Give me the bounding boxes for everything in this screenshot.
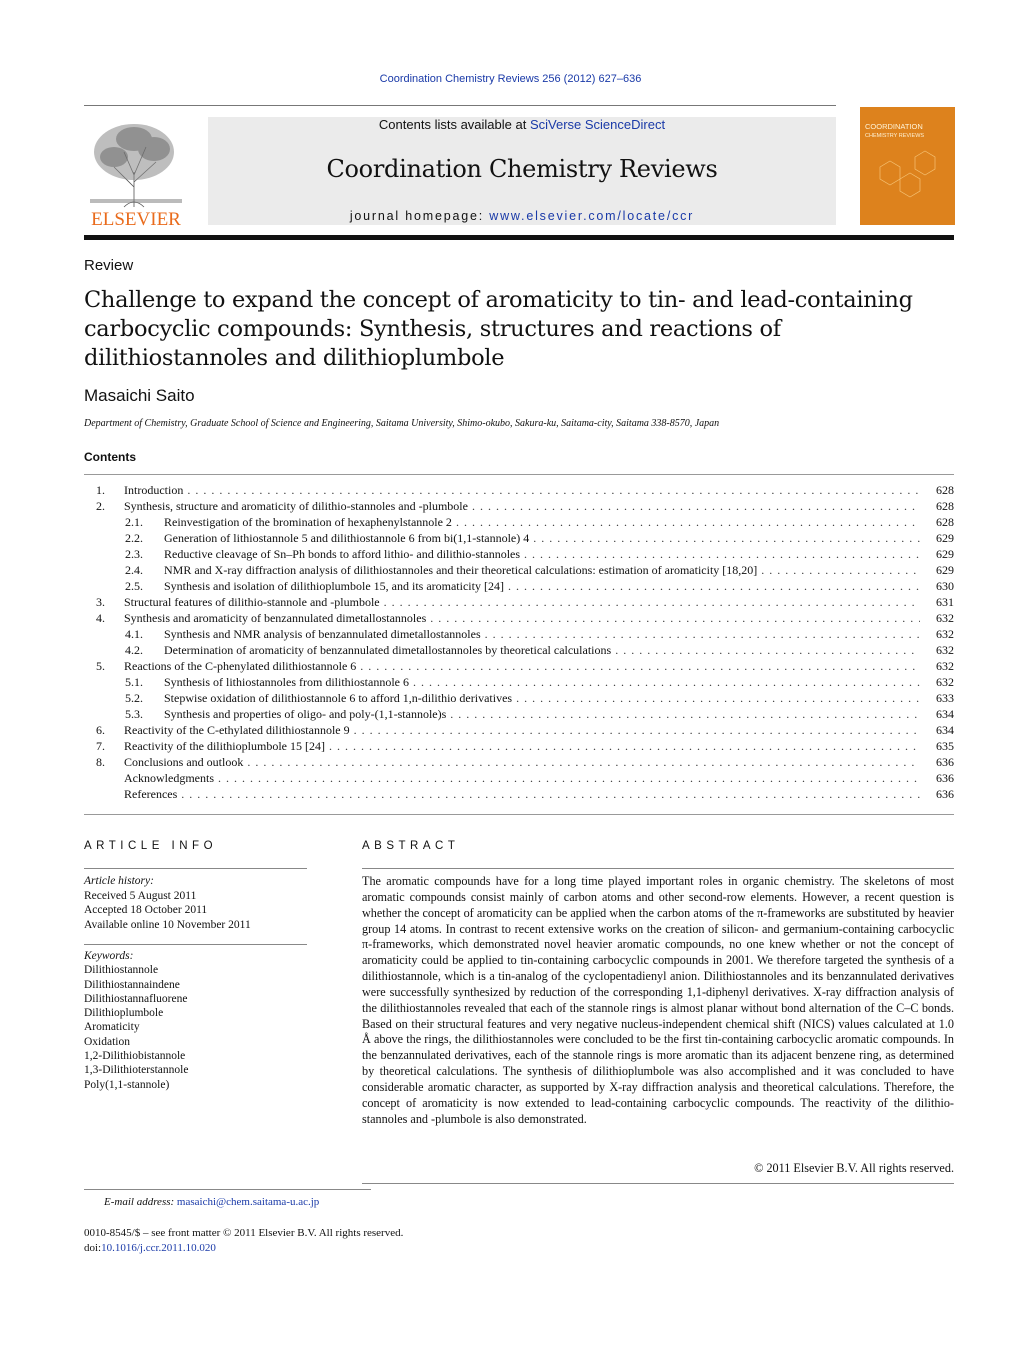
toc-leader-dots: [485, 626, 920, 642]
doi-line: doi:10.1016/j.ccr.2011.10.020: [84, 1242, 216, 1254]
toc-label: Acknowledgments: [124, 771, 214, 785]
toc-page-number: 629: [936, 563, 954, 577]
toc-leader-dots: [761, 562, 920, 578]
contents-heading: Contents: [84, 450, 136, 464]
toc-number: 2.1.: [125, 515, 143, 529]
toc-page-number: 632: [936, 627, 954, 641]
toc-entry[interactable]: [84, 546, 954, 562]
abstract-copyright: © 2011 Elsevier B.V. All rights reserved.: [754, 1161, 954, 1175]
toc-leader-dots: [218, 770, 920, 786]
toc-leader-dots: [413, 674, 920, 690]
author-name[interactable]: Masaichi Saito: [84, 386, 195, 405]
toc-entry[interactable]: [84, 594, 954, 610]
journal-homepage: journal homepage: www.elsevier.com/locate/ccr: [349, 209, 695, 223]
received-date: Received 5 August 2011: [84, 889, 197, 902]
cover-title-line2: CHEMISTRY REVIEWS: [865, 133, 925, 139]
toc-entry[interactable]: [84, 610, 954, 626]
toc-page-number: 628: [936, 515, 954, 529]
toc-number: 2.3.: [125, 547, 143, 561]
header-rule: [84, 105, 836, 106]
toc-label: Conclusions and outlook: [124, 755, 244, 769]
toc-label: Synthesis, structure and aromaticity of dilithio-stannoles and -plumbole: [124, 499, 468, 513]
toc-label: Reductive cleavage of Sn–Ph bonds to afford lithio- and dilithio-stannoles: [164, 547, 521, 561]
toc-entry[interactable]: [84, 514, 954, 530]
toc-page-number: 628: [936, 499, 954, 513]
toc-page-number: 636: [936, 787, 954, 801]
article-history: [84, 874, 251, 932]
toc-page-number: 629: [936, 531, 954, 545]
toc-entry[interactable]: [84, 642, 954, 658]
toc-entry[interactable]: [84, 562, 954, 578]
toc-label: Reactions of the C-phenylated dilithiostannole 6: [124, 659, 357, 673]
toc-leader-dots: [516, 690, 920, 706]
toc-page-number: 632: [936, 643, 954, 657]
toc-page-number: 635: [936, 739, 954, 753]
toc-leader-dots: [329, 738, 920, 754]
issn-doi-block: [84, 1226, 403, 1256]
toc-entry[interactable]: [84, 482, 954, 498]
toc-leader-dots: [450, 706, 920, 722]
issn-line: 0010-8545/$ – see front matter © 2011 Elsevier B.V. All rights reserved.: [84, 1227, 404, 1239]
elsevier-logo: [84, 117, 188, 229]
toc-label: Reinvestigation of the bromination of hexaphenylstannole 2: [164, 515, 452, 529]
toc-entry[interactable]: [84, 706, 954, 722]
keywords-rule: [84, 944, 307, 945]
homepage-link[interactable]: www.elsevier.com/locate/ccr: [489, 209, 695, 223]
toc-number: 4.1.: [125, 627, 143, 641]
toc-leader-dots: [187, 482, 920, 498]
toc-entry[interactable]: [84, 754, 954, 770]
table-of-contents: [84, 482, 954, 802]
toc-number: 1.: [96, 483, 105, 497]
toc-leader-dots: [508, 578, 920, 594]
toc-label: Synthesis and isolation of dilithioplumbole 15, and its aromaticity [24]: [164, 579, 504, 593]
toc-page-number: 628: [936, 483, 954, 497]
keyword-item: Dilithiostannafluorene: [84, 992, 188, 1005]
toc-leader-dots: [430, 610, 920, 626]
toc-label: Introduction: [124, 483, 184, 497]
sciencedirect-link[interactable]: SciVerse ScienceDirect: [529, 117, 666, 132]
toc-page-number: 630: [936, 579, 954, 593]
keyword-item: 1,2-Dilithiobistannole: [84, 1050, 186, 1063]
keywords-label: Keywords:: [84, 950, 134, 962]
toc-page-number: 631: [936, 595, 954, 609]
toc-number: 4.: [96, 611, 105, 625]
toc-label: Reactivity of the dilithioplumbole 15 [24]: [124, 739, 325, 753]
toc-label: Synthesis and aromaticity of benzannulated dimetallostannoles: [124, 611, 427, 625]
history-label: Article history:: [84, 875, 154, 887]
toc-leader-dots: [533, 530, 920, 546]
toc-label: References: [124, 787, 178, 801]
toc-entry[interactable]: [84, 626, 954, 642]
toc-page-number: 632: [936, 659, 954, 673]
toc-label: Reactivity of the C-ethylated dilithiostannole 9: [124, 723, 350, 737]
article-info-rule: [84, 868, 307, 869]
contents-bottom-rule: [84, 814, 954, 815]
toc-page-number: 632: [936, 611, 954, 625]
article-title: Challenge to expand the concept of aromaticity to tin- and lead-containing carbocyclic compounds: Synthesis, structures and reactions of dilithiostannoles and dilithioplumbole: [84, 287, 913, 371]
keyword-item: Dilithiostannole: [84, 964, 159, 977]
toc-leader-dots: [354, 722, 920, 738]
keywords-block: [84, 949, 188, 1092]
article-info-heading: ARTICLE INFO: [84, 840, 218, 852]
abstract-heading: ABSTRACT: [362, 840, 460, 852]
toc-label: Generation of lithiostannole 5 and dilithiostannole 6 from bi(1,1-stannole) 4: [164, 531, 530, 545]
header-thick-rule: [84, 235, 954, 240]
toc-page-number: 632: [936, 675, 954, 689]
email-footnote: [104, 1196, 319, 1208]
abstract-rule: [362, 868, 954, 869]
toc-number: 2.: [96, 499, 105, 513]
toc-number: 4.2.: [125, 643, 143, 657]
author-affiliation: Department of Chemistry, Graduate School of Science and Engineering, Saitama University, Shimo-okubo, Sakura-ku, Saitama-city, Saitama 338-8570, Japan: [84, 418, 720, 429]
journal-cover-image: [860, 107, 955, 225]
toc-entry[interactable]: [84, 498, 954, 514]
toc-entry[interactable]: [84, 770, 954, 786]
toc-number: 2.4.: [125, 563, 143, 577]
keyword-item: Aromaticity: [84, 1021, 140, 1034]
toc-page-number: 629: [936, 547, 954, 561]
footnote-rule: [84, 1189, 371, 1190]
toc-leader-dots: [181, 786, 920, 802]
contents-rule: [84, 474, 954, 475]
keyword-item: 1,3-Dilithioterstannole: [84, 1064, 189, 1077]
toc-entry[interactable]: [84, 578, 954, 594]
toc-label: NMR and X-ray diffraction analysis of dilithiostannoles and their theoretical calculations: estimation of aromaticity [18,20]: [164, 563, 758, 577]
toc-number: 6.: [96, 723, 105, 737]
elsevier-wordmark: ELSEVIER: [91, 209, 181, 229]
keyword-item: Oxidation: [84, 1035, 130, 1048]
toc-entry[interactable]: [84, 674, 954, 690]
abstract-text: The aromatic compounds have for a long time played important roles in organic chemistry. The skeletons of most aromatic compounds consist mainly of carbon atoms and other second-row elements. However, a recent question is whether the concept of aromaticity can be applied when the carbon atoms of the π-frameworks are substituted by heavier group 14 atoms. In contrast to recent extensive works on the creation of silicon- and germanium-containing carbocyclic π-frameworks, which demonstrated novel heavier aromatic compounds, no one knew whether or not the concept of aromaticity could be applied to tin-containing carbocyclic compounds in 2001. We therefore targeted the synthesis of a dilithiostannole, which is a tin-analog of the cyclopentadienyl anion. Dilithiostannoles and its benzannulated derivatives were successfully synthesized by reduction of the corresponding 1,1-diphenyl derivatives. X-ray diffraction analysis of the dilithiostannoles revealed that each of the stannole rings is almost planar without bond alternation of the C–C bonds. Based on their structural features and very negative nucleus-independent chemical shift (NICS) values calculated at 1.0 Å above the rings, the dilithiostannoles were concluded to be the first tin-containing carbocyclic aromatic compounds. In the benzannulated derivatives, each of the stannole rings is more aromatic than its adjacent benzene ring, as determined by theoretical calculations. The synthesis of dilithioplumbole was also accomplished and it was concluded to have considerable aromatic character, as supported by X-ray diffraction analysis and theoretical calculations. Therefore, the concept of aromaticity is now extended to lead-containing carbocyclic compounds. The reactivity of the dilithio-stannoles and -plumbole is also demonstrated.: [362, 874, 954, 1126]
toc-page-number: 636: [936, 755, 954, 769]
article-type: Review: [84, 257, 134, 274]
abstract-bottom-rule: [362, 1183, 954, 1184]
toc-entry[interactable]: [84, 690, 954, 706]
journal-banner: [208, 117, 836, 225]
accepted-date: Accepted 18 October 2011: [84, 904, 208, 916]
toc-number: 5.1.: [125, 675, 143, 689]
toc-number: 5.2.: [125, 691, 143, 705]
toc-leader-dots: [472, 498, 920, 514]
toc-leader-dots: [360, 658, 920, 674]
toc-entry[interactable]: [84, 658, 954, 674]
toc-leader-dots: [524, 546, 920, 562]
contents-availability: Contents lists available at SciVerse ScienceDirect: [378, 117, 666, 132]
toc-label: Stepwise oxidation of dilithiostannole 6 to afford 1,n-dilithio derivatives: [164, 691, 513, 705]
toc-entry[interactable]: [84, 530, 954, 546]
keyword-item: Dilithioplumbole: [84, 1007, 164, 1020]
toc-page-number: 633: [936, 691, 954, 705]
online-date: Available online 10 November 2011: [84, 918, 251, 931]
toc-label: Determination of aromaticity of benzannulated dimetallostannoles by theoretical calculations: [164, 643, 612, 657]
toc-entry[interactable]: [84, 722, 954, 738]
toc-leader-dots: [615, 642, 920, 658]
toc-entry[interactable]: [84, 738, 954, 754]
keyword-item: Poly(1,1-stannole): [84, 1078, 170, 1091]
toc-number: 5.: [96, 659, 105, 673]
journal-cover[interactable]: [860, 107, 955, 225]
doi-link[interactable]: 10.1016/j.ccr.2011.10.020: [101, 1242, 216, 1254]
toc-label: Synthesis of lithiostannoles from dilithiostannole 6: [164, 675, 409, 689]
toc-number: 3.: [96, 595, 105, 609]
journal-citation[interactable]: Coordination Chemistry Reviews 256 (2012) 627–636: [379, 73, 642, 85]
toc-number: 7.: [96, 739, 105, 753]
toc-page-number: 634: [936, 707, 954, 721]
toc-page-number: 634: [936, 723, 954, 737]
toc-number: 2.2.: [125, 531, 143, 545]
keyword-item: Dilithiostannaindene: [84, 978, 180, 991]
email-link[interactable]: masaichi@chem.saitama-u.ac.jp: [176, 1196, 320, 1208]
elsevier-tree-icon: [84, 117, 188, 229]
toc-number: 2.5.: [125, 579, 143, 593]
toc-entry[interactable]: [84, 786, 954, 802]
cover-title-line1: COORDINATION: [865, 122, 923, 131]
keywords-list: [84, 963, 188, 1092]
toc-page-number: 636: [936, 771, 954, 785]
toc-label: Synthesis and properties of oligo- and poly-(1,1-stannole)s: [164, 707, 447, 721]
toc-number: 5.3.: [125, 707, 143, 721]
toc-leader-dots: [247, 754, 920, 770]
toc-label: Structural features of dilithio-stannole and -plumbole: [124, 595, 380, 609]
toc-leader-dots: [384, 594, 920, 610]
journal-name: Coordination Chemistry Reviews: [326, 155, 718, 183]
toc-number: 8.: [96, 755, 105, 769]
toc-leader-dots: [456, 514, 920, 530]
email-label: E-mail address:: [104, 1196, 177, 1208]
toc-label: Synthesis and NMR analysis of benzannulated dimetallostannoles: [164, 627, 481, 641]
